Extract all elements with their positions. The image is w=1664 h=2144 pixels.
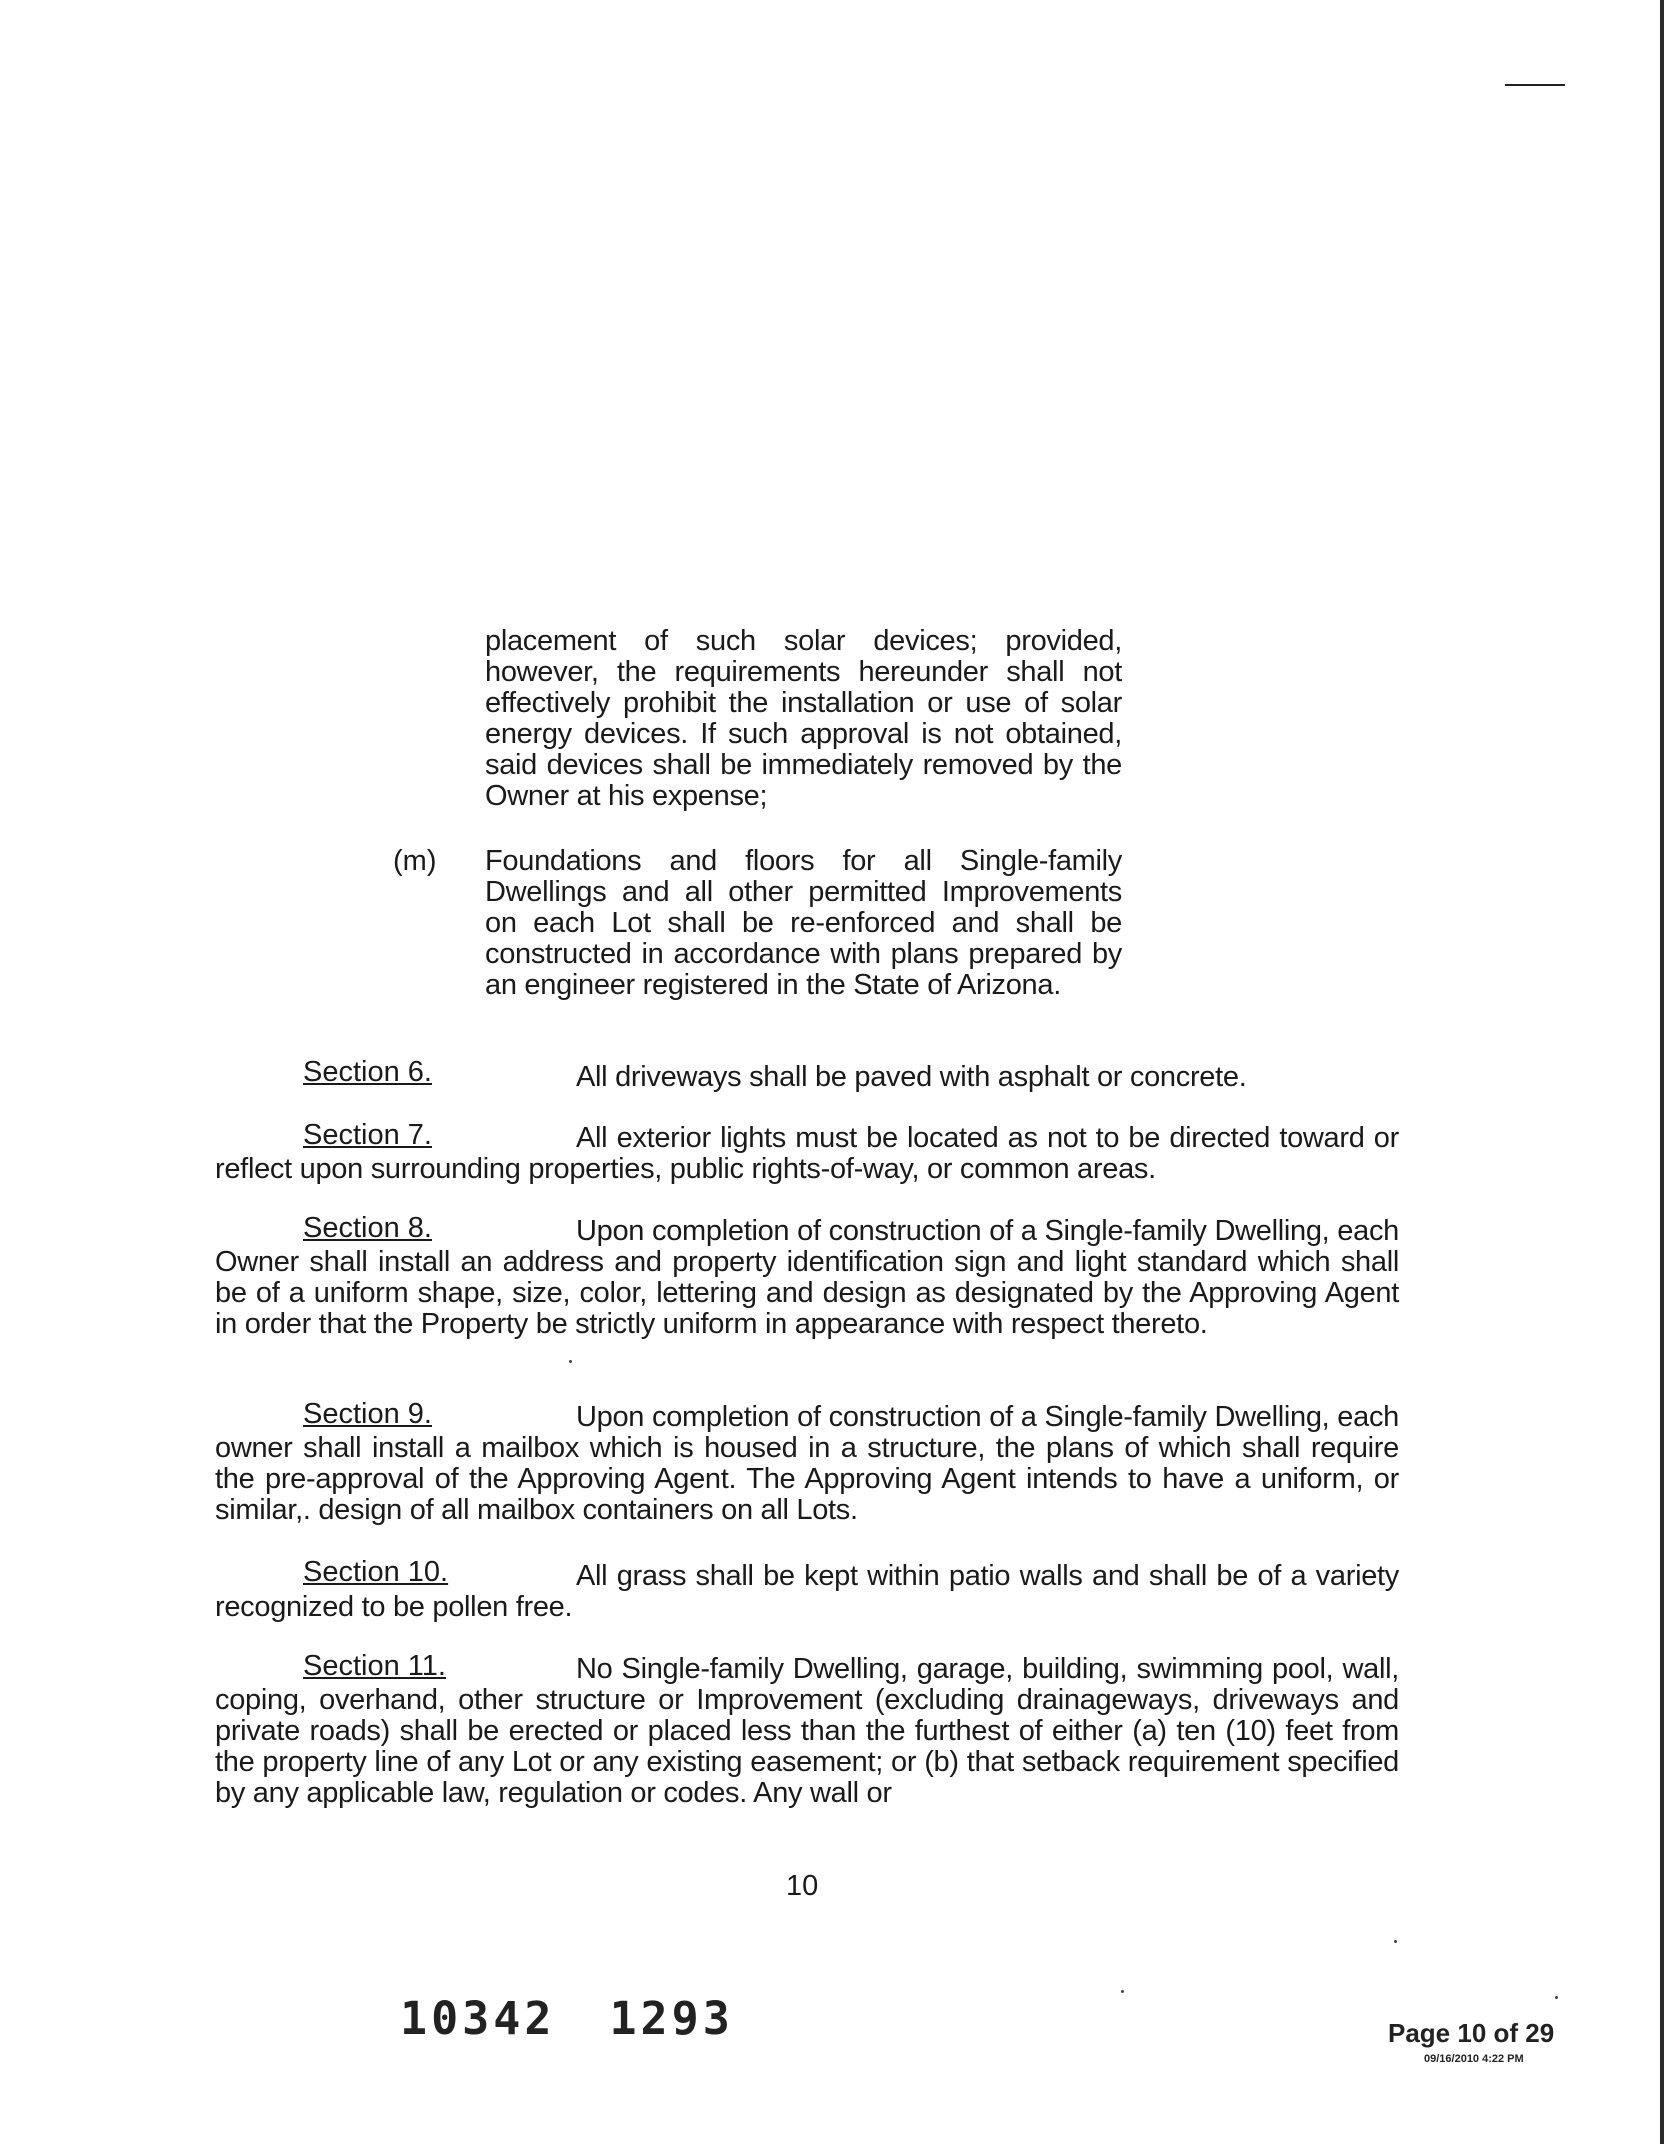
recording-page-number: 1293 — [609, 1992, 734, 2045]
section-7-heading: Section 7. — [303, 1119, 432, 1151]
section-6-text: All driveways shall be paved with asphalt or concrete. — [576, 1061, 1247, 1093]
section-8-text: Upon completion of construction of a Single-family Dwelling, each Owner shall install an address and property identification sign and light standard which shall be of a uniform shape, size, color, lettering and design as designated by the Approving Agent in order that the Property be strictly uniform in appearance with respect thereto. — [215, 1215, 1399, 1340]
margin-mark — [1505, 84, 1565, 86]
book-page-reference — [400, 1992, 788, 2045]
section-11-heading: Section 11. — [303, 1650, 446, 1682]
section-10-text: All grass shall be kept within patio walls and shall be of a variety recognized to be pollen free. — [215, 1560, 1399, 1623]
item-m-text: Foundations and floors for all Single-family Dwellings and all other permitted Improvements on each Lot shall be re-enforced and shall be constructed in accordance with plans prepared by an engineer registered in the State of Arizona. — [485, 845, 1122, 1001]
section-7-text: All exterior lights must be located as not to be directed toward or reflect upon surrounding properties, public rights-of-way, or common areas. — [215, 1122, 1399, 1185]
section-8-heading: Section 8. — [303, 1212, 432, 1244]
item-m-label: (m) — [393, 845, 437, 877]
section-9-text: Upon completion of construction of a Single-family Dwelling, each owner shall install a mailbox which is housed in a structure, the plans of which shall require the pre-approval of the Approving Agent. The Approving Agent intends to have a uniform, or similar,. design of all mailbox containers on all Lots. — [215, 1401, 1399, 1526]
section-10-heading: Section 10. — [303, 1556, 449, 1588]
book-number: 10342 — [400, 1992, 556, 2045]
page-count: Page 10 of 29 — [1388, 2018, 1555, 2048]
page-number: 10 — [786, 1870, 819, 1902]
section-6-heading: Section 6. — [303, 1056, 432, 1088]
continuation-paragraph: placement of such solar devices; provided, however, the requirements hereunder shall not effectively prohibit the installation or use of solar energy devices. If such approval is not obtained, said devices shall be immediately removed by the Owner at his expense; — [485, 625, 1122, 812]
scan-speck — [1394, 1940, 1397, 1943]
scan-speck — [569, 1360, 572, 1363]
recording-timestamp: 09/16/2010 4:22 PM — [1424, 2053, 1524, 2065]
section-11-text: No Single-family Dwelling, garage, building, swimming pool, wall, coping, overhand, other structure or Improvement (excluding drainageways, driveways and private roads) shall be erected or placed less than the furthest of either (a) ten (10) feet from the property line of any Lot or any existing easement; or (b) that setback requirement specified by any applicable law, regulation or codes. Any wall or — [215, 1653, 1399, 1809]
scan-edge — [1660, 0, 1664, 2144]
scan-speck — [1555, 1996, 1558, 1999]
scan-speck — [1121, 1990, 1124, 1993]
section-9-heading: Section 9. — [303, 1398, 432, 1430]
